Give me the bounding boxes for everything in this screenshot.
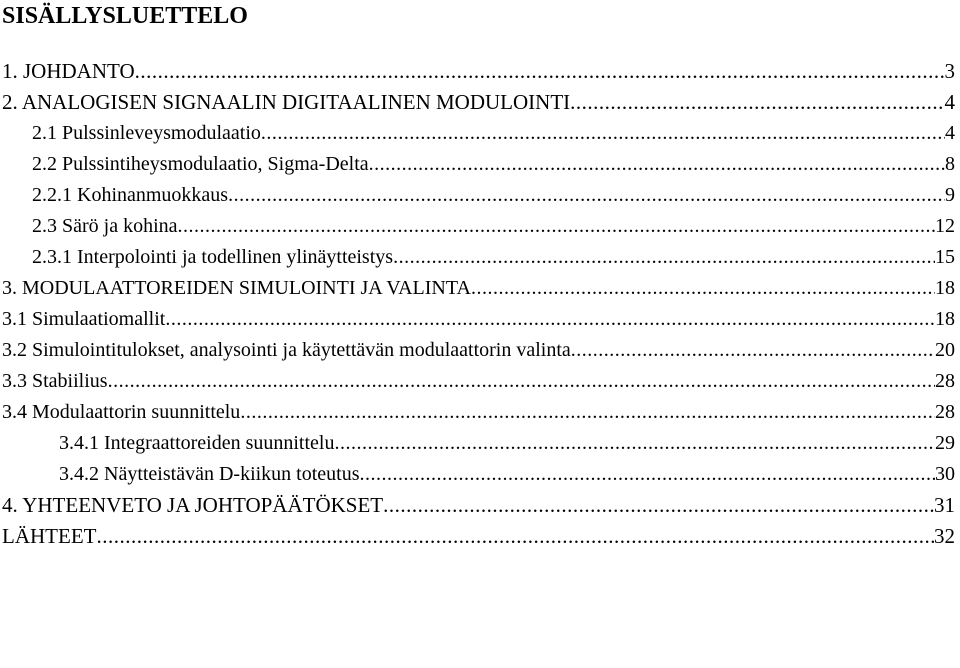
toc-entry-page: 3 bbox=[944, 59, 955, 83]
dot-leader bbox=[570, 87, 944, 118]
toc-entry-pulssintiheysmodulaatio[interactable] bbox=[0, 149, 955, 180]
dot-leader bbox=[135, 56, 945, 87]
toc-entry-page: 28 bbox=[935, 401, 955, 423]
toc-entry-page: 32 bbox=[934, 524, 955, 548]
dot-leader bbox=[383, 490, 934, 521]
toc-entry-title: 3.2 Simulointitulokset, analysointi ja käytettävän modulaattorin valinta bbox=[2, 339, 571, 361]
dot-leader bbox=[334, 428, 935, 459]
toc-entry-johdanto[interactable] bbox=[0, 56, 955, 87]
dot-leader bbox=[369, 149, 945, 180]
dot-leader bbox=[571, 335, 935, 366]
toc-entry-page: 18 bbox=[935, 277, 955, 299]
toc-entry-integraattoreiden-suunnittelu[interactable] bbox=[0, 428, 955, 459]
toc-entry-page: 8 bbox=[945, 153, 955, 175]
toc-entry-pulssinleveysmodulaatio[interactable] bbox=[0, 118, 955, 149]
toc-entry-stabiilius[interactable] bbox=[0, 366, 955, 397]
toc-entry-title: 3.4 Modulaattorin suunnittelu bbox=[2, 401, 241, 423]
dot-leader bbox=[471, 273, 935, 304]
toc-entry-title: 2.3 Särö ja kohina bbox=[32, 215, 178, 237]
toc-entry-title: 3.1 Simulaatiomallit bbox=[2, 308, 166, 330]
dot-leader bbox=[360, 459, 935, 490]
toc-entry-page: 30 bbox=[935, 463, 955, 485]
dot-leader bbox=[393, 242, 935, 273]
toc-entry-d-kiikun-toteutus[interactable] bbox=[0, 459, 955, 490]
toc-entry-simulointitulokset[interactable] bbox=[0, 335, 955, 366]
toc-entry-page: 31 bbox=[934, 493, 955, 517]
table-of-contents bbox=[0, 56, 955, 552]
toc-entry-modulaattorin-suunnittelu[interactable] bbox=[0, 397, 955, 428]
dot-leader bbox=[240, 397, 935, 428]
toc-entry-page: 9 bbox=[945, 184, 955, 206]
toc-entry-lahteet[interactable] bbox=[0, 521, 955, 552]
toc-entry-modulaattoreiden-simulointi[interactable] bbox=[0, 273, 955, 304]
toc-entry-page: 15 bbox=[935, 246, 955, 268]
toc-entry-title: 2.2 Pulssintiheysmodulaatio, Sigma-Delta bbox=[32, 153, 369, 175]
toc-entry-title: LÄHTEET bbox=[2, 524, 97, 548]
toc-entry-page: 4 bbox=[945, 122, 955, 144]
toc-entry-title: 4. YHTEENVETO JA JOHTOPÄÄTÖKSET bbox=[2, 493, 384, 517]
toc-entry-title: 3.4.1 Integraattoreiden suunnittelu bbox=[59, 432, 335, 454]
toc-entry-page: 18 bbox=[935, 308, 955, 330]
toc-entry-page: 28 bbox=[935, 370, 955, 392]
toc-heading: SISÄLLYSLUETTELO bbox=[2, 3, 248, 29]
toc-entry-title: 2.2.1 Kohinanmuokkaus bbox=[32, 184, 229, 206]
toc-entry-page: 4 bbox=[944, 90, 955, 114]
dot-leader bbox=[165, 304, 935, 335]
dot-leader bbox=[178, 211, 935, 242]
toc-entry-page: 29 bbox=[935, 432, 955, 454]
toc-entry-analogisen-signaalin[interactable] bbox=[0, 87, 955, 118]
toc-entry-title: 2.1 Pulssinleveysmodulaatio bbox=[32, 122, 261, 144]
toc-entry-interpolointi[interactable] bbox=[0, 242, 955, 273]
toc-entry-simulaatiomallit[interactable] bbox=[0, 304, 955, 335]
toc-entry-title: 1. JOHDANTO bbox=[2, 59, 135, 83]
toc-entry-title: 2.3.1 Interpolointi ja todellinen ylinäytteistys bbox=[32, 246, 394, 268]
toc-entry-yhteenveto[interactable] bbox=[0, 490, 955, 521]
toc-entry-title: 3.4.2 Näytteistävän D-kiikun toteutus bbox=[59, 463, 360, 485]
dot-leader bbox=[108, 366, 935, 397]
dot-leader bbox=[228, 180, 945, 211]
toc-entry-page: 12 bbox=[935, 215, 955, 237]
toc-entry-saro-ja-kohina[interactable] bbox=[0, 211, 955, 242]
toc-entry-title: 3. MODULAATTOREIDEN SIMULOINTI JA VALINTA bbox=[2, 277, 471, 299]
toc-entry-kohinanmuokkaus[interactable] bbox=[0, 180, 955, 211]
toc-entry-title: 3.3 Stabiilius bbox=[2, 370, 108, 392]
dot-leader bbox=[96, 521, 934, 552]
dot-leader bbox=[261, 118, 945, 149]
toc-entry-page: 20 bbox=[935, 339, 955, 361]
toc-entry-title: 2. ANALOGISEN SIGNAALIN DIGITAALINEN MODULOINTI bbox=[2, 90, 571, 114]
